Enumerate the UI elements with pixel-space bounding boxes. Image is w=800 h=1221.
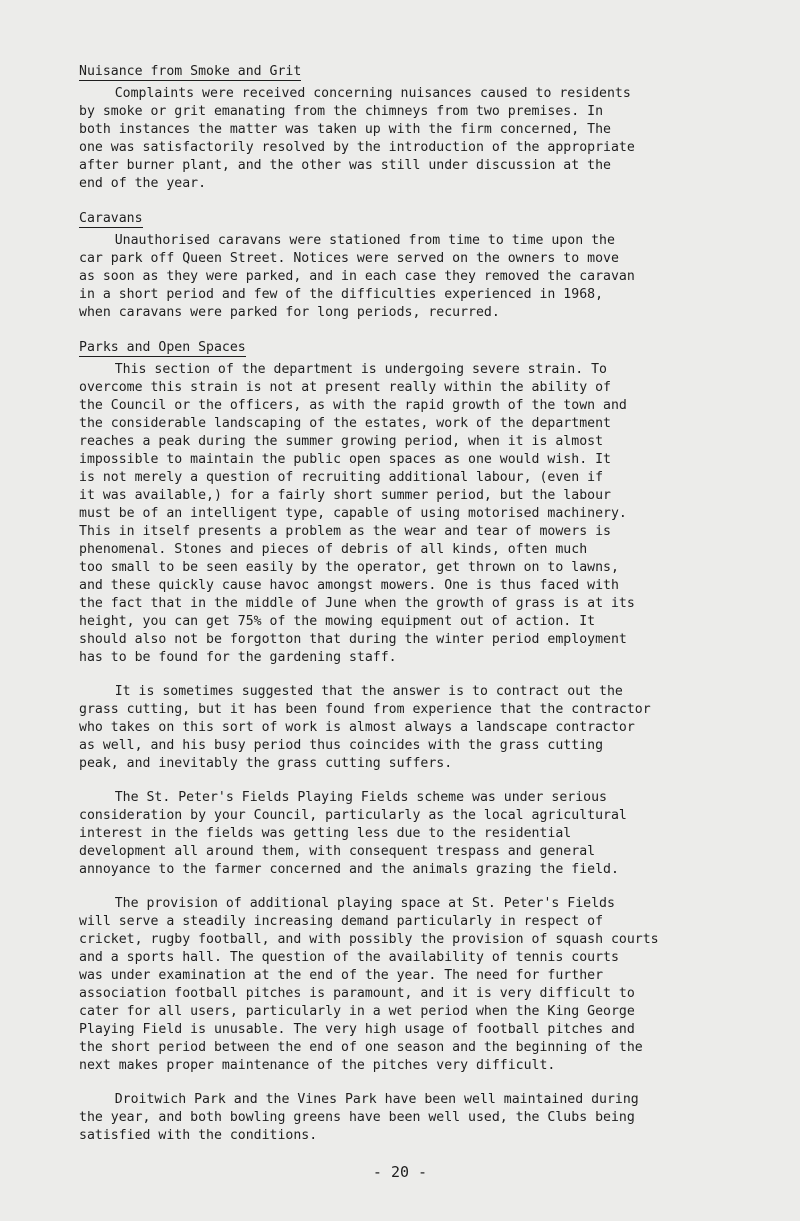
section-caravans: [79, 207, 760, 322]
section-heading: Caravans: [79, 211, 143, 226]
section-parks-open-spaces: [79, 336, 760, 1145]
paragraph: Unauthorised caravans were stationed from time to time upon the car park off Queen Street. Notices were served on the owners to move as soon as they were parked, and in each case they removed the caravan in a short period and few of the difficulties experienced in 1968, when caravans were parked for long periods, recurred.: [79, 233, 635, 320]
section-nuisance-smoke-grit: [79, 60, 760, 193]
paragraph: Droitwich Park and the Vines Park have been well maintained during the year, and both bowling greens have been well used, the Clubs being satisfied with the conditions.: [79, 1092, 639, 1143]
paragraph: This section of the department is undergoing severe strain. To overcome this strain is not at present really within the ability of the Council or the officers, as with the rapid growth of the town and the considerable landscaping of the estates, work of the department reaches a peak during the summer growing period, when it is almost impossible to maintain the public open spaces as one would wish. It is not merely a question of recruiting additional labour, (even if it was available,) for a fairly short summer period, but the labour must be of an intelligent type, capable of using motorised machinery. This in itself presents a problem as the wear and tear of mowers is phenomenal. Stones and pieces of debris of all kinds, often much too small to be seen easily by the operator, get thrown on to lawns, and these quickly cause havoc amongst mowers. One is thus faced with the fact that in the middle of June when the growth of grass is at its height, you can get 75% of the mowing equipment out of action. It should also not be forgotton that during the winter period employment has to be found for the gardening staff.: [79, 362, 635, 665]
paragraph: Complaints were received concerning nuisances caused to residents by smoke or grit emanating from the chimneys from two premises. In both instances the matter was taken up with the firm concerned, The one was satisfactorily resolved by the introduction of the appropriate after burner plant, and the other was still under discussion at the end of the year.: [79, 86, 635, 191]
paragraph: It is sometimes suggested that the answer is to contract out the grass cutting, but it has been found from experience that the contractor who takes on this sort of work is almost always a landscape contractor as well, and his busy period thus coincides with the grass cutting peak, and inevitably the grass cutting suffers.: [79, 684, 651, 771]
section-heading: Parks and Open Spaces: [79, 340, 246, 355]
page-number: - 20 -: [372, 1163, 428, 1181]
paragraph: The St. Peter's Fields Playing Fields scheme was under serious consideration by your Council, particularly as the local agricultural interest in the fields was getting less due to the residential development all around them, with consequent trespass and general annoyance to the farmer concerned and the animals grazing the field.: [79, 790, 627, 877]
paragraph: The provision of additional playing space at St. Peter's Fields will serve a steadily increasing demand particularly in respect of cricket, rugby football, and with possibly the provision of squash courts and a sports hall. The question of the availability of tennis courts was under examination at the end of the year. The need for further association football pitches is paramount, and it is very difficult to cater for all users, particularly in a wet period when the King George Playing Field is unusable. The very high usage of football pitches and the short period between the end of one season and the beginning of the next makes proper maintenance of the pitches very difficult.: [79, 896, 659, 1073]
section-heading: Nuisance from Smoke and Grit: [79, 64, 302, 79]
